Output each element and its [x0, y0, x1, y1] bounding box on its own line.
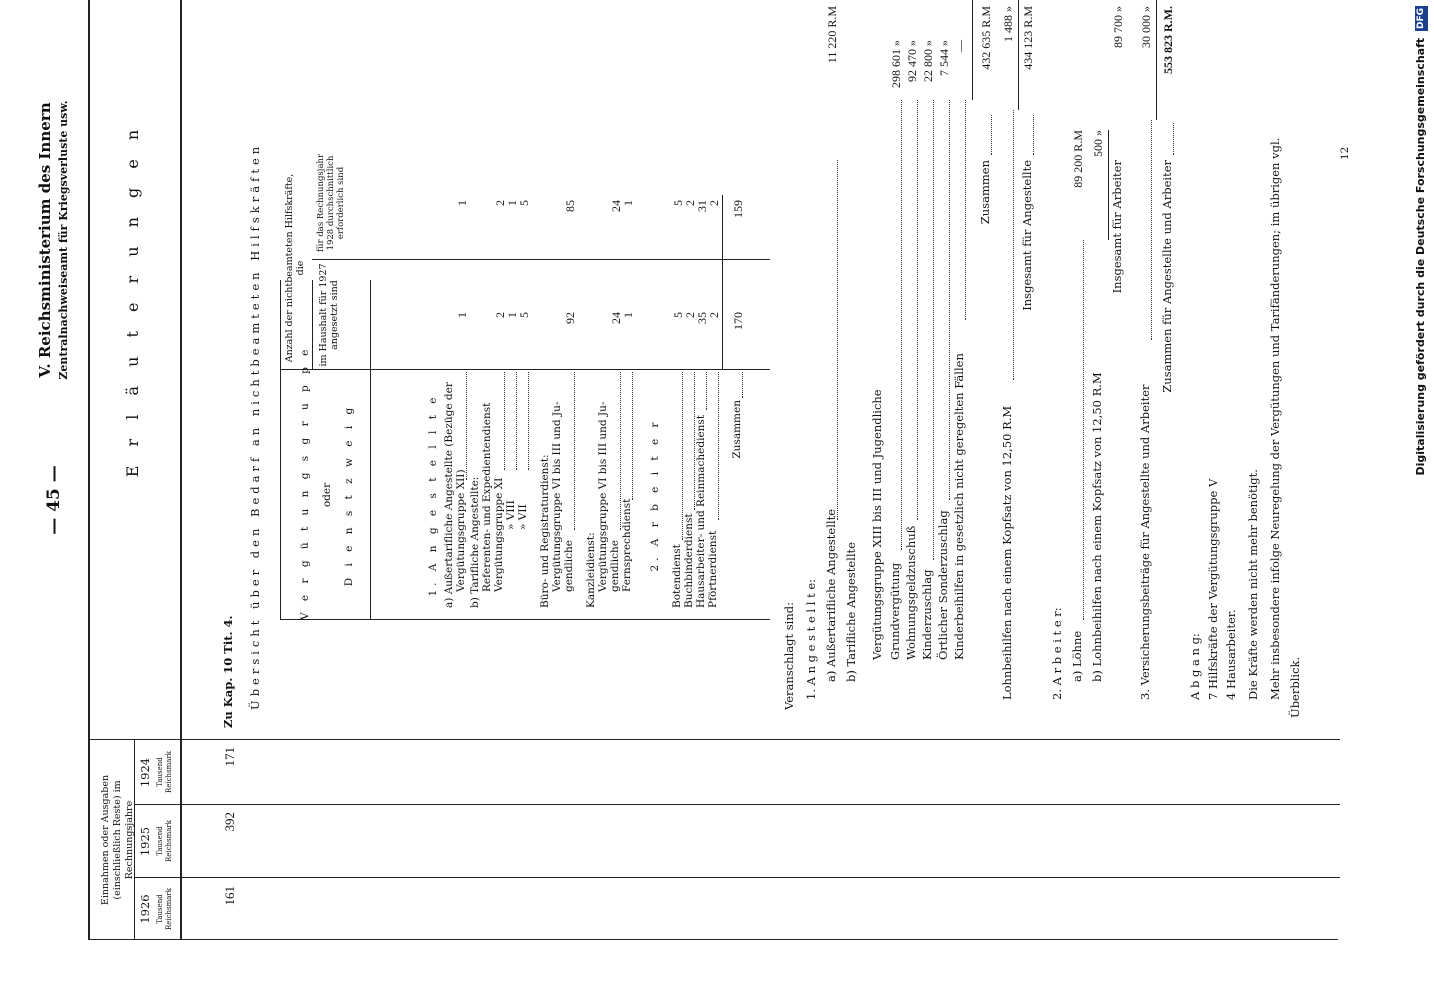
estimate-item-label: Örtlicher Sonderzuschlag: [936, 510, 950, 660]
ov-row-1927: 35: [695, 312, 709, 324]
ov-row-1927: 2: [683, 312, 697, 318]
ov-row-label: Büro- und Registraturdienst:: [539, 454, 551, 608]
estimate-s2a-val: 89 200 R.M: [1071, 130, 1085, 188]
estimate-intro: Veranschlagt sind:: [782, 602, 796, 710]
dot-leader: [1151, 120, 1152, 340]
unit-1924: Tausend Reichsmark: [156, 750, 173, 794]
ov-row-label: Fernsprechdienst: [621, 498, 633, 592]
ov-col-group-label: V e r g ü t u n g s g r u p p e: [299, 345, 311, 620]
year-1924: 1924: [138, 757, 152, 788]
unit-1926: Tausend Reichsmark: [156, 887, 173, 931]
ov-row-label-2: Vergütungsgruppe VI bis III und Ju-: [551, 401, 563, 592]
estimate-lohn-val: 1 488 »: [1001, 6, 1015, 42]
abgang-line-3: Die Kräfte werden nicht mehr benötigt.: [1246, 469, 1260, 700]
sum-rule: [1156, 0, 1157, 120]
ov-row-1927: 1: [455, 312, 469, 318]
ov-row-label: a) Außertarifliche Angestellte (Bezüge der: [443, 382, 455, 608]
value-1925: 392: [222, 812, 237, 832]
estimate-ins-arb: Insgesamt für Arbeiter: [1110, 160, 1124, 294]
footer-page-number: 12: [1339, 146, 1351, 160]
ov-row-1927: 1: [505, 312, 519, 318]
ov-row-label: » VII: [517, 504, 529, 530]
value-1926: 161: [222, 886, 237, 906]
ov-row-1927: 2: [493, 312, 507, 318]
ov-section-2: 2. A r b e i t e r: [649, 418, 661, 572]
dfg-logo: DFG: [1415, 8, 1426, 30]
estimate-item-label: Kinderzuschlag: [920, 569, 934, 660]
dot-leader: [1013, 110, 1014, 380]
estimate-s1a-val: 11 220 R.M: [825, 6, 839, 64]
ov-row-1928: 31: [695, 200, 709, 212]
ov-row-1927: 5: [517, 312, 531, 318]
ov-col-1927: im Haushalt für 1927 angesetzt sind: [318, 263, 340, 367]
estimate-s2: 2. A r b e i t e r:: [1050, 607, 1064, 700]
ov-section-1: 1. A n g e s t e l l t e: [427, 393, 439, 597]
overview-title: Übersicht über den Bedarf an nichtbeamteten Hilfskräften: [248, 142, 262, 710]
abgang-line-2: 4 Hausarbeiter.: [1224, 609, 1238, 700]
estimate-s1a: a) Außertarifliche Angestellte: [824, 509, 838, 682]
ov-row-label: Botendienst: [671, 544, 683, 608]
abgang-line-5: Überblick.: [1288, 656, 1302, 718]
ov-row-label: Kanzleidienst:: [585, 532, 597, 608]
ov-row-1927: 2: [707, 312, 721, 318]
estimate-item-val: —: [953, 40, 967, 52]
ov-row-1927: 92: [563, 312, 577, 324]
estimate-item-val: 7 544 »: [937, 40, 951, 76]
ov-row-1928: 5: [517, 200, 531, 206]
estimate-total-label: Zusammen für Angestellte und Arbeiter: [1160, 160, 1174, 393]
section-title: E r l ä u t e r u n g e n: [123, 122, 142, 478]
dot-leader: [1173, 123, 1174, 155]
ov-count-header: Anzahl der nichtbeamteten Hilfskräfte, die: [284, 173, 306, 363]
page-number: — 45 —: [44, 465, 64, 535]
ov-col-group-or: oder: [321, 482, 333, 508]
ov-row-label: Hausarbeiter- und Reinmachedienst: [695, 414, 707, 608]
ov-row-label: Buchbinderdienst: [683, 513, 695, 608]
year-1926: 1926: [138, 894, 152, 924]
estimate-zusammen-val: 432 635 R.M: [979, 6, 993, 70]
estimate-s3: 3. Versicherungsbeiträge für Angestellte und Arbeiter: [1138, 384, 1152, 700]
ov-row-1928: 2: [707, 200, 721, 206]
ov-row-1927: 1: [621, 312, 635, 318]
year-1925: 1925: [138, 826, 152, 857]
estimate-zusammen: Zusammen: [978, 160, 992, 225]
ov-row-1928: 5: [671, 200, 685, 206]
estimate-total-val: 553 823 R.M.: [1161, 6, 1175, 74]
ov-row-label-3: gendliche: [609, 540, 621, 592]
ov-row-1928: 85: [563, 200, 577, 212]
estimate-s2a: a) Löhne: [1070, 630, 1084, 682]
dot-leader: [1083, 240, 1084, 620]
ov-row-label: » VIII: [505, 500, 517, 530]
ov-row-1927: 5: [671, 312, 685, 318]
estimate-ins-ang: Insgesamt für Angestellte: [1020, 160, 1034, 311]
estimate-ins-ang-val: 434 123 R.M: [1021, 6, 1035, 70]
abgang-line-1: 7 Hilfskräfte der Vergütungsgruppe V: [1206, 478, 1220, 700]
sum-rule: [1108, 130, 1109, 240]
estimate-s2b: b) Lohnbeihilfen nach einem Kopfsatz von 12,50 R.M: [1090, 372, 1104, 682]
amounts-heading: Einnahmen oder Ausgaben (einschließlich Reste) im Rechnungsjahre: [100, 774, 135, 906]
estimate-item-val: 22 800 »: [921, 40, 935, 82]
estimate-item-label: Wohnungsgeldzuschuß: [904, 525, 918, 660]
estimate-s1b: b) Tarifliche Angestellte: [844, 542, 858, 682]
unit-1925: Tausend Reichsmark: [156, 819, 173, 863]
digitization-note: [1412, 6, 1430, 996]
ov-total-1928: 159: [731, 200, 745, 218]
ov-total-label: Zusammen: [731, 400, 743, 459]
ov-row-label: Vergütungsgruppe XI: [493, 477, 505, 592]
ov-col-group-label2: D i e n s t z w e i g: [343, 403, 355, 587]
value-1924: 171: [222, 747, 237, 767]
ov-row-label-2: Vergütungsgruppe XII): [455, 469, 467, 592]
ov-col-1928: für das Rechnungsjahr 1928 durchschnittlich erforderlich sind: [316, 153, 346, 253]
ministry-title: V. Reichsministerium des Innern: [36, 102, 54, 378]
ov-row-1927: 24: [609, 312, 623, 324]
abgang-line-4: Mehr insbesondere infolge Neuregelung der Vergütungen und Tarifänderungen; im übrigen vgl.: [1268, 137, 1282, 700]
ov-row-1928: 1: [455, 200, 469, 206]
reference: Zu Kap. 10 Tit. 4.: [221, 615, 235, 728]
ov-row-label-2: Referenten- und Expedientendienst: [481, 402, 493, 592]
estimate-item-val: 92 470 »: [905, 40, 919, 82]
ov-row-1928: 24: [609, 200, 623, 212]
estimate-item-label: Grundvergütung: [888, 562, 902, 660]
estimate-item-val: 298 601 »: [889, 40, 903, 88]
estimate-ins-arb-val: 89 700 »: [1111, 6, 1125, 48]
ov-total-1927: 170: [731, 312, 745, 330]
estimate-lohn: Lohnbeihilfen nach einem Kopfsatz von 12,50 R.M: [1000, 405, 1014, 700]
ov-row-1928: 2: [683, 200, 697, 206]
estimate-s1: 1. A n g e s t e l l t e:: [804, 578, 818, 700]
ov-row-1928: 2: [493, 200, 507, 206]
digitization-text: Digitalisierung gefördert durch die Deutsche Forschungsgemeinschaft: [1414, 37, 1427, 476]
sum-rule: [1018, 0, 1019, 110]
ov-row-label: Pförtnerdienst: [707, 530, 719, 608]
office-subtitle: Zentralnachweiseamt für Kriegsverluste usw.: [57, 100, 70, 380]
estimate-s2b-val: 500 »: [1091, 130, 1105, 157]
ov-row-label-2: Vergütungsgruppe VI bis III und Ju-: [597, 401, 609, 592]
ov-row-1928: 1: [505, 200, 519, 206]
estimate-s1b-sub: Vergütungsgruppe XIII bis III und Jugendliche: [870, 389, 884, 660]
dot-leader: [991, 115, 992, 155]
ov-row-1928: 1: [621, 200, 635, 206]
estimate-item-label: Kinderbeihilfen in gesetzlich nicht geregelten Fällen: [952, 353, 966, 660]
dot-leader: [1033, 115, 1034, 155]
ov-row-label-3: gendliche: [563, 540, 575, 592]
estimate-s3-val: 30 000 »: [1139, 6, 1153, 48]
ov-row-label: b) Tarifliche Angestellte:: [469, 476, 481, 608]
abgang-title: A b g a n g:: [1188, 633, 1202, 700]
